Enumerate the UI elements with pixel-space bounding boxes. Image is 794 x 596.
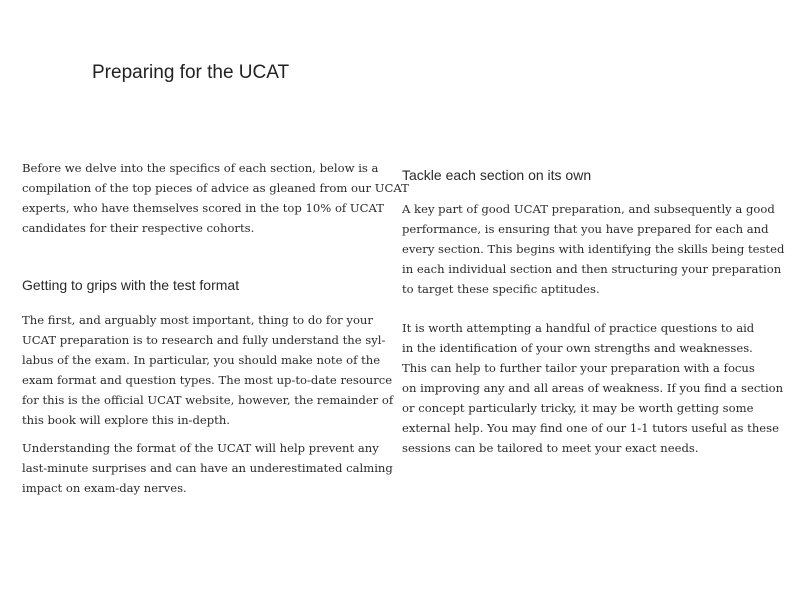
paragraph-line: impact on exam-day nerves. xyxy=(22,481,187,495)
intro-paragraph xyxy=(22,158,409,238)
page-title: Preparing for the UCAT xyxy=(92,62,290,83)
practice-questions-paragraph xyxy=(402,318,783,458)
paragraph-line: labus of the exam. In particular, you should make note of the xyxy=(22,353,381,367)
paragraph-line: in each individual section and then structuring your preparation xyxy=(402,262,782,276)
intro-line: experts, who have themselves scored in the top 10% of UCAT xyxy=(22,201,385,215)
paragraph-line: A key part of good UCAT preparation, and subsequently a good xyxy=(402,202,775,216)
paragraph-line: It is worth attempting a handful of practice questions to aid xyxy=(402,321,755,335)
section-heading-each-section: Tackle each section on its own xyxy=(402,167,592,183)
paragraph-line: in the identification of your own strengths and weaknesses. xyxy=(402,341,753,355)
each-section-paragraph xyxy=(402,199,784,299)
paragraph-line: or concept particularly tricky, it may be worth getting some xyxy=(402,401,754,415)
paragraph-line: external help. You may find one of our 1-1 tutors useful as these xyxy=(402,421,779,435)
format-benefit-paragraph xyxy=(22,438,393,498)
paragraph-line: exam format and question types. The most up-to-date resource xyxy=(22,373,393,387)
paragraph-line: This can help to further tailor your preparation with a focus xyxy=(402,361,755,375)
intro-line: Before we delve into the specifics of each section, below is a xyxy=(22,161,379,175)
paragraph-line: The first, and arguably most important, thing to do for your xyxy=(22,313,373,327)
paragraph-line: every section. This begins with identifying the skills being tested xyxy=(402,242,785,256)
paragraph-line: sessions can be tailored to meet your exact needs. xyxy=(402,441,699,455)
paragraph-line: on improving any and all areas of weakness. If you find a section xyxy=(402,381,784,395)
paragraph-line: this book will explore this in-depth. xyxy=(22,413,230,427)
test-format-paragraph xyxy=(22,310,393,430)
paragraph-line: Understanding the format of the UCAT will help prevent any xyxy=(22,441,379,455)
paragraph-line: to target these specific aptitudes. xyxy=(402,282,600,296)
paragraph-line: for this is the official UCAT website, however, the remainder of xyxy=(22,393,394,407)
section-heading-test-format: Getting to grips with the test format xyxy=(22,277,240,293)
intro-line: candidates for their respective cohorts. xyxy=(22,221,255,235)
paragraph-line: last-minute surprises and can have an underestimated calming xyxy=(22,461,393,475)
paragraph-line: UCAT preparation is to research and fully understand the syl- xyxy=(22,333,386,347)
intro-line: compilation of the top pieces of advice as gleaned from our UCAT xyxy=(22,181,409,195)
paragraph-line: performance, is ensuring that you have prepared for each and xyxy=(402,222,769,236)
